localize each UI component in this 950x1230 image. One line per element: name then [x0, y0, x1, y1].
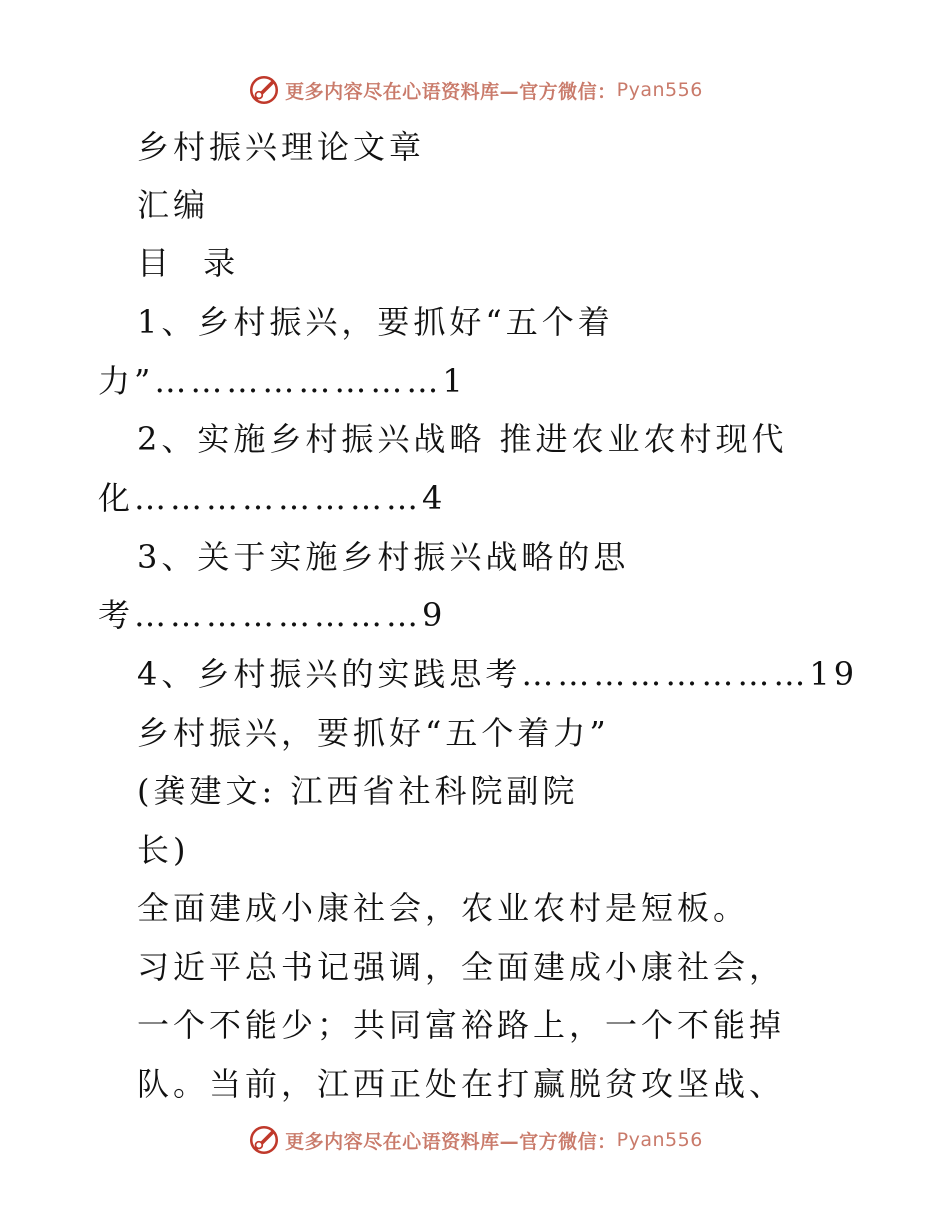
toc-entry-1-continued: 力”……………………1 — [98, 362, 467, 400]
article-author-continued: 长) — [137, 831, 190, 869]
watermark-text: 更多内容尽在心语资料库—官方微信： — [285, 80, 617, 103]
body-line: 习近平总书记强调，全面建成小康社会， — [137, 948, 786, 986]
watermark-contact: Pyan556 — [616, 79, 703, 101]
footer-watermark — [0, 1120, 950, 1160]
body-line: 队。当前，江西正处在打赢脱贫攻坚战、 — [137, 1065, 786, 1103]
document-title: 乡村振兴理论文章 — [137, 128, 426, 166]
toc-entry-3: 3、关于实施乡村振兴战略的思 — [137, 538, 630, 576]
toc-heading: 目 录 — [137, 244, 248, 282]
article-title: 乡村振兴，要抓好“五个着力” — [137, 714, 610, 752]
document-subtitle: 汇编 — [137, 186, 210, 224]
pen-logo-icon — [247, 1123, 281, 1157]
body-line: 一个不能少；共同富裕路上，一个不能掉 — [137, 1006, 786, 1044]
toc-entry-4: 4、乡村振兴的实践思考……………………19 — [137, 655, 859, 693]
watermark-text: 更多内容尽在心语资料库—官方微信： — [285, 1130, 617, 1153]
header-watermark — [0, 70, 950, 110]
toc-entry-3-continued: 考……………………9 — [98, 596, 447, 634]
toc-entry-2-continued: 化……………………4 — [98, 479, 447, 517]
body-line: 全面建成小康社会，农业农村是短板。 — [137, 889, 750, 927]
toc-entry-1: 1、乡村振兴，要抓好“五个着 — [137, 303, 614, 341]
watermark-contact: Pyan556 — [616, 1129, 703, 1151]
toc-entry-2: 2、实施乡村振兴战略 推进农业农村现代 — [137, 420, 788, 458]
article-author: (龚建文: 江西省社科院副院 — [137, 772, 579, 810]
pen-logo-icon — [247, 73, 281, 107]
